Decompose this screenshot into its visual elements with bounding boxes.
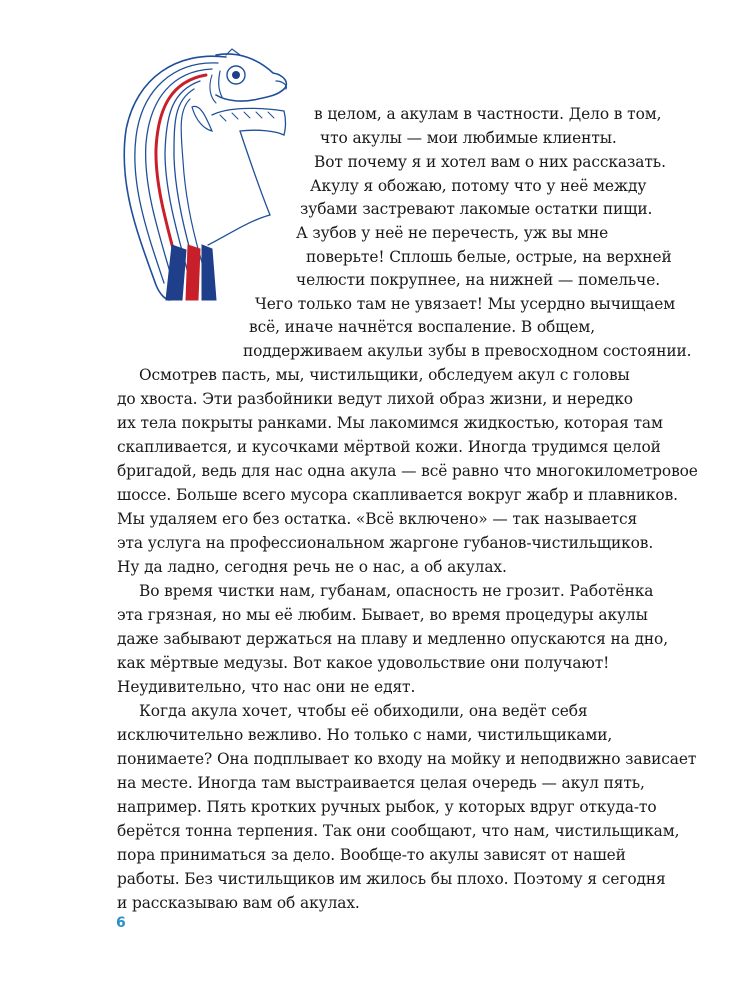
text-line: до хвоста. Эти разбойники ведут лихой образ жизни, и нередко <box>117 390 633 408</box>
text-line: как мёртвые медузы. Вот какое удовольствие они получают! <box>117 654 610 672</box>
fish-drawing-icon <box>108 45 298 305</box>
text-line: всё, иначе начнётся воспаление. В общем, <box>249 318 596 336</box>
text-line: Когда акула хочет, чтобы её обиходили, она ведёт себя <box>139 702 588 720</box>
text-line: поддерживаем акульи зубы в превосходном состоянии. <box>243 342 692 360</box>
text-line: и рассказываю вам об акулах. <box>117 894 360 912</box>
text-line: даже забывают держаться на плаву и медленно опускаются на дно, <box>117 630 668 648</box>
text-line: Осмотрев пасть, мы, чистильщики, обследуем акул с головы <box>139 366 630 384</box>
text-line: эта грязная, но мы её любим. Бывает, во время процедуры акулы <box>117 606 648 624</box>
text-line: зубами застревают лакомые остатки пищи. <box>300 200 653 218</box>
text-line: что акулы — мои любимые клиенты. <box>320 129 617 147</box>
text-line: шоссе. Больше всего мусора скапливается вокруг жабр и плавников. <box>117 486 678 504</box>
text-line: поверьте! Сплошь белые, острые, на верхней <box>306 248 672 266</box>
text-line: эта услуга на профессиональном жаргоне губанов-чистильщиков. <box>117 534 654 552</box>
text-line: бригадой, ведь для нас одна акула — всё равно что многокилометровое <box>117 462 698 480</box>
page-number: 6 <box>116 915 126 931</box>
text-line: Ну да ладно, сегодня речь не о нас, а об акулах. <box>117 558 507 576</box>
text-line: Во время чистки нам, губанам, опасность не грозит. Работёнка <box>139 582 654 600</box>
text-line: исключительно вежливо. Но только с нами, чистильщиками, <box>117 726 613 744</box>
text-line: челюсти покрупнее, на нижней — помельче. <box>296 271 661 289</box>
text-line: берётся тонна терпения. Так они сообщают, что нам, чистильщикам, <box>117 822 680 840</box>
text-line: на месте. Иногда там выстраивается целая очередь — акул пять, <box>117 774 645 792</box>
text-line: Чего только там не увязает! Мы усердно вычищаем <box>255 295 676 313</box>
text-line: в целом, а акулам в частности. Дело в том, <box>314 105 662 123</box>
text-line: их тела покрыты ранками. Мы лакомимся жидкостью, которая там <box>117 414 663 432</box>
text-line: Вот почему я и хотел вам о них рассказать. <box>314 153 666 171</box>
text-line: Акулу я обожаю, потому что у неё между <box>310 177 647 195</box>
text-line: А зубов у неё не перечесть, уж вы мне <box>296 224 609 242</box>
text-line: Мы удаляем его без остатка. «Всё включено» — так называется <box>117 510 638 528</box>
text-line: понимаете? Она подплывает ко входу на мойку и неподвижно зависает <box>117 750 697 768</box>
text-line: скапливается, и кусочками мёртвой кожи. Иногда трудимся целой <box>117 438 661 456</box>
text-line: работы. Без чистильщиков им жилось бы плохо. Поэтому я сегодня <box>117 870 666 888</box>
text-line: Неудивительно, что нас они не едят. <box>117 678 416 696</box>
text-line: пора приниматься за дело. Вообще-то акулы зависят от нашей <box>117 846 626 864</box>
text-line: например. Пять кротких ручных рыбок, у которых вдруг откуда-то <box>117 798 657 816</box>
